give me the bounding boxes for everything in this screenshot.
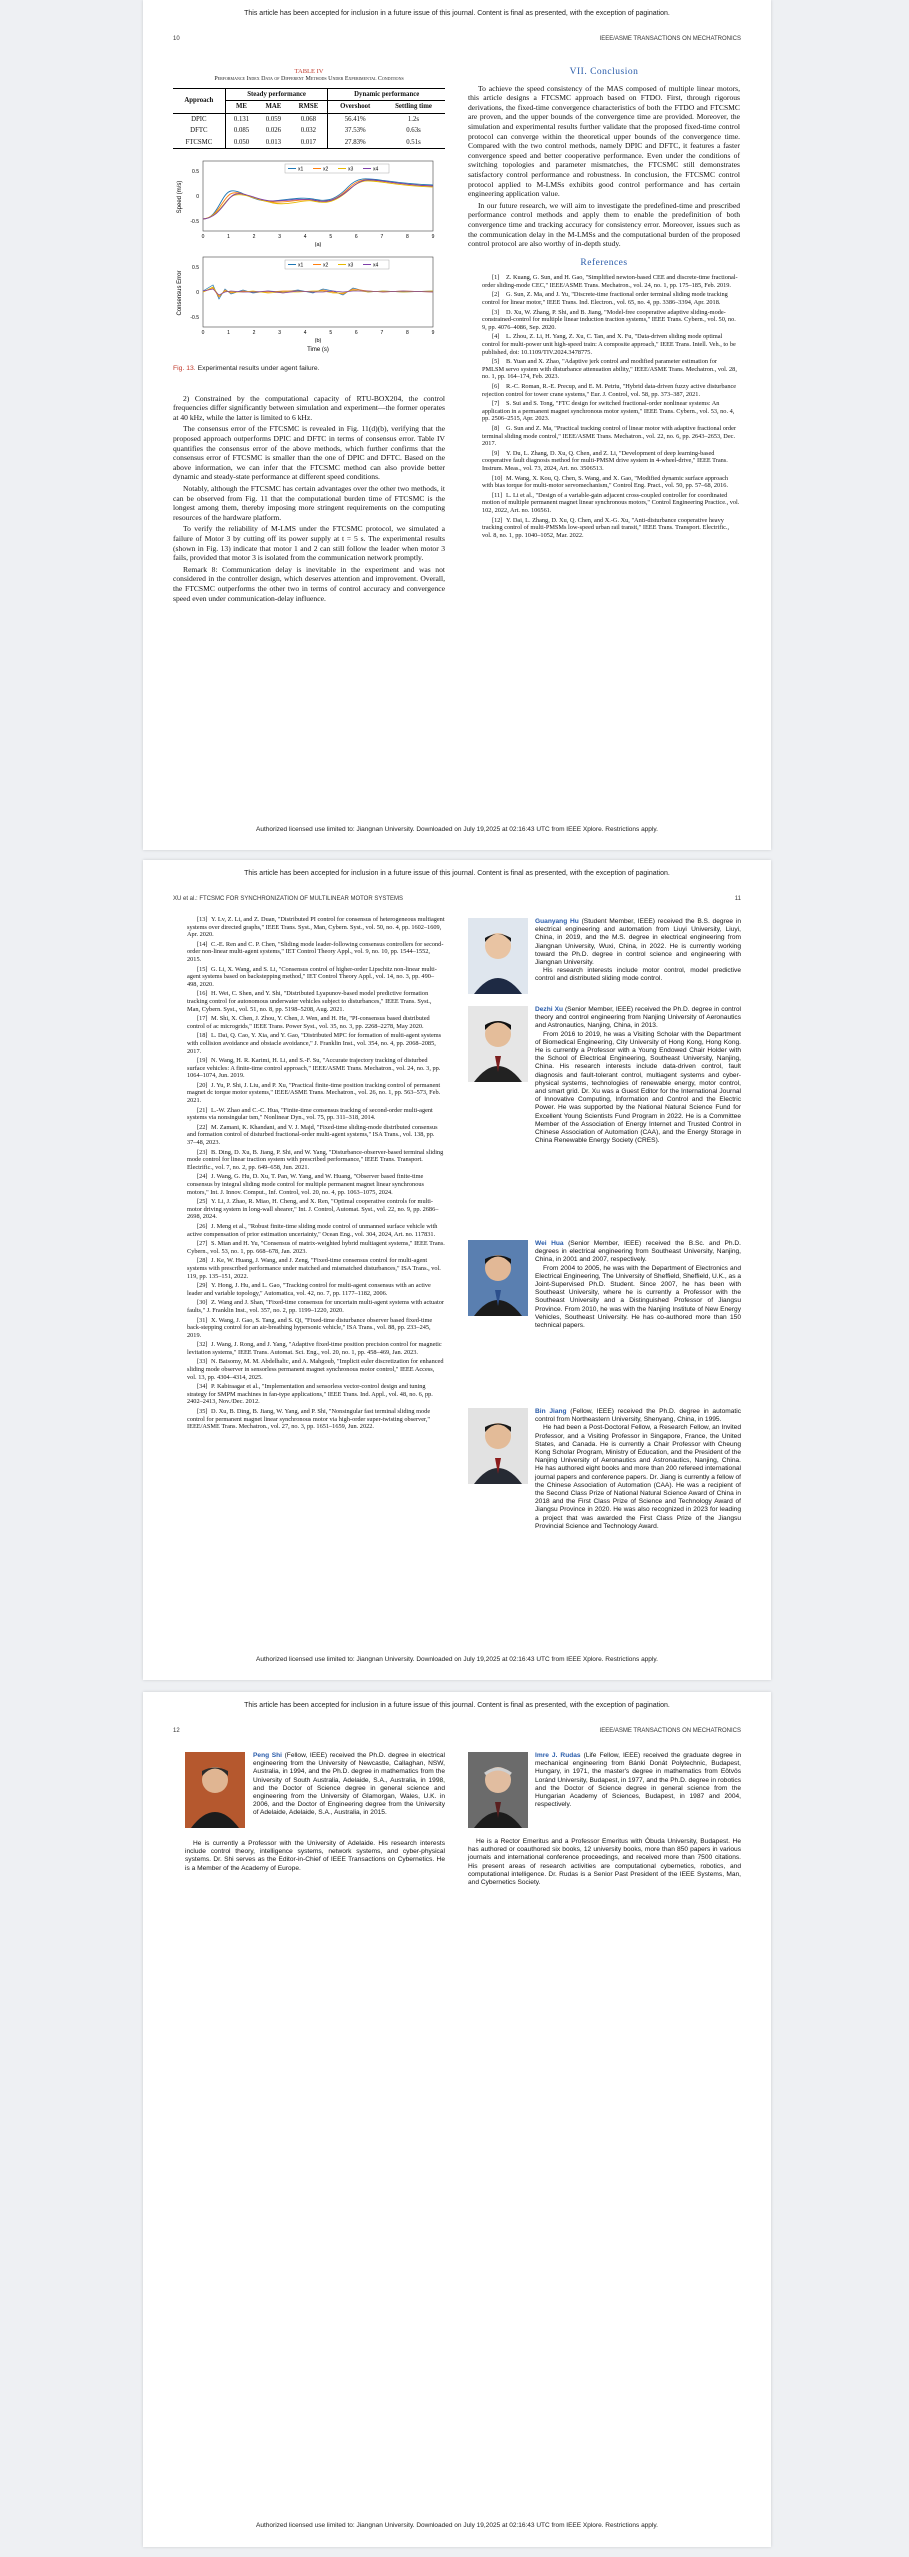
author-photo [468, 1408, 528, 1484]
bottom-sublabel: (b) [314, 338, 322, 345]
reference-entry [173, 1341, 445, 1356]
download-footer: Authorized licensed use limited to: Jiangnan University. Downloaded on July 19,2025 at 02:16:43 UTC from IEEE Xplore. Restrictions apply. [256, 826, 658, 833]
running-head [173, 896, 741, 902]
svg-text:6: 6 [354, 330, 358, 337]
reference-text: Y. Du, L. Zhang, D. Xu, Q. Chen, and Z. Li, "Development of deep learning-based cooperative fault diagnosis method for multi-PMSM drive system in 4-wheel-drive," IEEE Trans. Instrum. Meas., vol. 73, 2024, Art. no. 3506513. [482, 449, 728, 472]
reference-number: [23] [197, 1148, 208, 1156]
ytick: 0.5 [192, 169, 199, 176]
legend-entry: x3 [348, 166, 354, 173]
running-head [173, 36, 741, 42]
reference-entry [173, 1173, 445, 1196]
row-name: DFTC [173, 125, 225, 137]
reference-entry [173, 1257, 445, 1280]
reference-number: [8] [492, 424, 500, 432]
ytick: 0.5 [192, 265, 199, 272]
legend-entry: x2 [323, 262, 329, 269]
ytick: 0 [196, 290, 199, 297]
reference-column [173, 916, 445, 1433]
author-photo [468, 1752, 528, 1828]
legend-entry: x3 [348, 262, 354, 269]
series-x1-speed [203, 179, 433, 219]
running-head [173, 1728, 741, 1734]
header-dynamic: Dynamic performance [328, 88, 445, 101]
ytick: -0.5 [190, 315, 199, 322]
reference-number: [5] [492, 358, 500, 366]
reference-entry [173, 1057, 445, 1080]
reference-number: [29] [197, 1282, 208, 1290]
author-name: Dezhi Xu [535, 1006, 563, 1013]
header-steady: Steady performance [225, 88, 328, 101]
bio-text: (Student Member, IEEE) received the B.S. degree in electrical engineering and automation from Liuyi University, Liuyi, China, in 2019, and the M.S. degree in electrical engineering from Jiangnan University, Wuxi, China, in 2022. He is currently working toward the Ph.D. degree in control science and engineering with Jiangnan University. [535, 918, 741, 967]
reference-number: [28] [197, 1257, 208, 1265]
xlabel: Time (s) [307, 347, 329, 354]
reference-entry [173, 1358, 445, 1381]
reference-text: S. Mian and H. Yu, "Consensus of matrix-weighted hybrid multiagent systems," IEEE Trans. Cybern., vol. 53, no. 1, pp. 668–678, Jan. 2023. [187, 1240, 445, 1255]
page-number: 12 [173, 1728, 180, 1734]
paragraph: Remark 8: Communication delay is inevitable in the experiment and was not considered in the controller design, which deserves attention and improvement. Overall, the FTCSMC outperforms the other two in terms of control accuracy and convergence speed even under communication-delay influence. [173, 564, 445, 603]
reference-text: M. Zamani, K. Khandani, and V. J. Majd, "Fixed-time sliding-mode distributed consensus and formation control of disturbed fractional-order multi-agent systems," ISA Trans., vol. 138, pp. 37–48, 2023. [187, 1123, 438, 1147]
reference-text: M. Wang, X. Kou, Q. Chen, S. Wang, and X. Gao, "Modified dynamic surface approach with bias torque for multi-motor servomechanism," Control Eng. Pract., vol. 50, pp. 57–68, 2016. [482, 474, 729, 490]
reference-text: B. Ding, D. Xu, B. Jiang, P. Shi, and W. Yang, "Disturbance-observer-based terminal sliding mode control for linear traction system with prescribed performance," IEEE Trans. Transport. Electrific., vol. 7, no. 2, pp. 649–658, Jun. 2021. [187, 1148, 444, 1171]
reference-entry [173, 1015, 445, 1030]
reference-entry [173, 941, 445, 964]
bio-text: (Fellow, IEEE) received the Ph.D. degree in automatic control from Northeastern University, Shenyang, China, in 1995. [535, 1408, 741, 1424]
acceptance-banner: This article has been accepted for inclusion in a future issue of this journal. Content is final as presented, with the exception of pagination. [244, 1702, 670, 1709]
reference-number: [31] [197, 1316, 208, 1324]
reference-number: [14] [197, 940, 208, 948]
legend-entry: x1 [298, 262, 304, 269]
reference-text: L. Dai, Q. Cao, Y. Xia, and Y. Gao, "Distributed MPC for formation of multi-agent systems with collision avoidance and obstacle avoidance," J. Franklin Inst., vol. 354, no. 4, pp. 2068–2085, 2017. [187, 1032, 442, 1055]
cell: 0.013 [257, 137, 289, 149]
reference-number: [16] [197, 990, 208, 998]
reference-text: C.-E. Ren and C. P. Chen, "Sliding mode leader-following consensus controllers for second-order non-linear multi-agent systems," IET Control Theory Appl., vol. 9, no. 10, pp. 1544–1552, 2015. [187, 940, 444, 963]
reference-text: G. Sun, Z. Ma, and J. Yu, "Discrete-time fractional order terminal sliding mode tracking control for linear motor," IEEE Trans. Ind. Electron., vol. 65, no. 4, pp. 3386–3394, Apr. 2018. [482, 291, 728, 307]
paragraph: In our future research, we will aim to investigate the predefined-time and prescribed performance control methods and apply them to enable the predefinition of both convergence time and tracking accuracy for consistency error. Moreover, issues such as the communication delay in the M-LMSs and the computational burden of the proposed control protocol are also worthy of in-depth study. [468, 200, 740, 249]
svg-text:1: 1 [227, 234, 230, 241]
reference-entry [468, 333, 740, 356]
reference-text: D. Xu, W. Zhang, P. Shi, and B. Jiang, "Model-free cooperative adaptive sliding-mode-constrained-control for multiple linear induction traction systems," IEEE Trans. Cybern., vol. 50, no. 9, pp. 4076–4086, Sep. 2020. [482, 308, 736, 331]
reference-number: [13] [197, 916, 208, 923]
cell: 27.83% [328, 137, 382, 149]
reference-text: M. Shi, X. Chen, J. Zhou, Y. Chen, J. Wen, and H. He, "PI-consensus based distributed control of ac microgrids," IEEE Trans. Power Syst., vol. 35, no. 3, pp. 2268–2278, May 2020. [187, 1015, 430, 1030]
reference-number: [35] [197, 1408, 208, 1416]
reference-number: [22] [197, 1123, 208, 1131]
bio-text: From 2004 to 2005, he was with the Department of Electronics and Electrical Engineering, The University of Sheffield, Sheffield, U.K., as a Joint-Supervised Ph.D. Student. Since 2007, he has been with Southeast University, where he is currently a Professor with the Southeast University and a Distinguished Professor of Jiangsu Province. From 2010, he was with the Nanjing Institute of New Energy Vehicles, Southeast University. He has co-authored more than 150 technical papers. [535, 1264, 741, 1330]
reference-text: Y. Hong, J. Hu, and L. Gao, "Tracking control for multi-agent consensus with an active leader and variable topology," Automatica, vol. 42, no. 7, pp. 1177–1182, 2006. [187, 1282, 431, 1297]
legend-entry: x2 [323, 166, 329, 173]
svg-text:7: 7 [380, 234, 384, 241]
author-name: Guanyang Hu [535, 918, 579, 925]
reference-entry [173, 966, 445, 989]
reference-text: N. Wang, H. R. Karimi, H. Li, and S.-F. Su, "Accurate trajectory tracking of disturbed surface vehicles: A finite-time control approach," IEEE/ASME Trans. Mechatron., vol. 24, no. 3, pp. 1064–1074, Jun. 2019. [187, 1057, 441, 1080]
reference-number: [11] [492, 491, 503, 499]
reference-number: [2] [492, 291, 500, 299]
ytick: 0 [196, 194, 199, 201]
bio-text: (Senior Member, IEEE) received the B.Sc. and Ph.D. degrees in electrical engineering from Southeast University, Nanjing, China, in 2001 and 2007, respectively. [535, 1240, 741, 1264]
reference-entry [468, 400, 740, 423]
reference-text: Y. Lv, Z. Li, and Z. Duan, "Distributed PI control for consensus of heterogeneous multiagent systems over directed graphs," IEEE Trans. Syst., Man, Cybern. Syst., vol. 50, no. 4, pp. 1602–1609, Apr. 2020. [187, 916, 445, 939]
bio-text: He had been a Post-Doctoral Fellow, a Research Fellow, an Invited Professor, and a Visiting Professor in Singapore, France, the United States, and Canada. He is currently a Chair Professor with Cheung Kong Scholar Program, Ministry of Education, and the President of the Nanjing University of Aeronautics and Astronautics, Nanjing, China. He has authored eight books and more than 200 refereed international journal papers and conference papers. Dr. Jiang is currently a fellow of the Chinese Association of Automation (CAA). He was a recipient of the Second Class Prize of National Natural Science Award of China in 2018 and the First Class Prize of Science and Technology Award of Jiangsu Province in 2020. He was also recognized in 2023 for leading a project that was awarded the First Class Prize of the Jiangsu Provincial Science and Technology Award. [535, 1424, 741, 1530]
row-name: DPIC [173, 113, 225, 125]
cell: 37.53% [344, 127, 366, 135]
svg-text:2: 2 [252, 234, 256, 241]
author-photo [468, 918, 528, 994]
reference-text: B. Yuan and X. Zhao, "Adaptive jerk control and modified parameter estimation for PMLSM servo system with disturbance attenuation ability," IEEE/ASME Trans. Mechatron., vol. 28, no. 1, pp. 164–174, Feb. 2023. [482, 358, 737, 381]
download-footer: Authorized licensed use limited to: Jiangnan University. Downloaded on July 19,2025 at 02:16:43 UTC from IEEE Xplore. Restrictions apply. [256, 2522, 658, 2529]
reference-number: [1] [492, 274, 500, 282]
col-overshoot: Overshoot [340, 103, 371, 111]
reference-number: [10] [492, 474, 503, 482]
reference-entry [468, 274, 740, 289]
reference-entry [468, 475, 740, 490]
reference-text: Y. Dai, L. Zhang, D. Xu, Q. Chen, and X.-G. Xu, "Anti-disturbance cooperative heavy tracking control of multi-PMSMs low-speed urban rail transit," IEEE Trans. Transport. Electrific., vol. 8, no. 1, pp. 1040–1052, Mar. 2022. [482, 516, 730, 539]
journal-name: IEEE/ASME TRANSACTIONS ON MECHATRONICS [599, 1728, 741, 1734]
download-footer: Authorized licensed use limited to: Jiangnan University. Downloaded on July 19,2025 at 02:16:43 UTC from IEEE Xplore. Restrictions apply. [256, 1656, 658, 1663]
reference-entry [173, 990, 445, 1013]
figure-13-plot [173, 157, 445, 357]
reference-number: [18] [197, 1032, 208, 1040]
reference-entry [468, 492, 740, 515]
reference-entry [173, 1282, 445, 1297]
running-title: XU et al.: FTCSMC FOR SYNCHRONIZATION OF MULTILINEAR MOTOR SYSTEMS [173, 896, 404, 902]
paragraph: Notably, although the FTCSMC has certain advantages over the other two methods, it can be observed from Fig. 11 that the computational burden time of FTCSMC is the longest among them, thereby imposing more stringent requirements on the computing resources of the hardware platform. [173, 484, 445, 522]
reference-entry [173, 1124, 445, 1147]
reference-entry [173, 1240, 445, 1255]
bio-text: He is a Rector Emeritus and a Professor Emeritus with Óbuda University, Budapest. He has authored or coauthored six books, 12 university books, more than 850 papers in various journals and international conference proceedings, and received more than 7500 citations. His present areas of research activities are computational cybernetics, robotics, and computational intelligence. Dr. Rudas is a Senior Past President of the IEEE Systems, Man, and Cybernetics Society. [468, 1838, 741, 1887]
reference-text: J. Wang, G. Hu, D. Xu, T. Pan, W. Yang, and W. Huang, "Observer based finite-time consensus by integral sliding mode control for multiple permanent magnet linear synchronous motors," Int. J. Innov. Comput., Inf. Control, vol. 20, no. 4, pp. 1063–1075, 2024. [187, 1173, 424, 1196]
legend-entry: x1 [298, 166, 304, 173]
reference-entry [468, 291, 740, 306]
reference-entry [173, 1198, 445, 1221]
page-12 [143, 1692, 771, 2547]
reference-text: H. Wei, C. Shen, and Y. Shi, "Distributed Lyapunov-based model predictive formation tracking control for autonomous underwater vehicles subject to disturbances," IEEE Trans. Syst., Man, Cybern. Syst., vol. 51, no. 8, pp. 5198–5208, Aug. 2021. [187, 990, 432, 1013]
reference-entry [173, 1082, 445, 1105]
reference-number: [3] [492, 308, 500, 316]
reference-text: L.-W. Zhao and C.-C. Hua, "Finite-time consensus tracking of second-order multi-agent systems via nonsingular tsm," Nonlinear Dyn., vol. 75, pp. 311–318, 2014. [187, 1106, 433, 1122]
svg-text:3: 3 [278, 234, 282, 241]
table-caption: Performance Index Data of Different Methods Under Experimental Conditions [214, 76, 404, 82]
table-row [173, 137, 445, 149]
reference-text: L. Li et al., "Design of a variable-gain adjacent cross-coupled controller for coordinated motion of multiple permanent magnet linear synchronous motors," Control Engineering Practice., vol. 102, 2022, Art. no. 106561. [482, 491, 740, 514]
reference-text: G. Li, X. Wang, and S. Li, "Consensus control of higher-order Lipschitz non-linear multi-agent systems based on backstepping method," IET Control Theory Appl., vol. 14, no. 3, pp. 490–498, 2020. [187, 965, 437, 988]
author-name: Bin Jiang [535, 1408, 567, 1415]
legend-entry: x4 [373, 262, 379, 269]
reference-entry [173, 1299, 445, 1314]
reference-entry [173, 1107, 445, 1122]
author-photo [185, 1752, 245, 1828]
reference-list [173, 916, 445, 1431]
reference-text: Z. Kuang, G. Sun, and H. Gao, "Simplified newton-based CEE and discrete-time fractional-order sliding-mode CEC," IEEE/ASME Trans. Mechatron., vol. 24, no. 1, pp. 175–185, Feb. 2019. [482, 274, 738, 289]
bio-text: (Fellow, IEEE) received the Ph.D. degree in electrical engineering from the University of Newcastle, Callaghan, NSW, Australia, in 1994, and the Ph.D. degree in mathematics from the University of South Australia, Adelaide, S.A., Australia, in 1998, and the Doctor of Science degree in general science and engineering from the University of Glamorgan, Wales, U.K. in 2006, and the Doctor of Engineering degree from the University of Adelaide, Adelaide, S.A., Australia, in 2015. [253, 1752, 445, 1817]
header-approach: Approach [173, 88, 225, 113]
reference-number: [21] [197, 1106, 208, 1114]
reference-number: [27] [197, 1240, 208, 1248]
cell: 0.131 [233, 115, 250, 123]
col-rmse: RMSE [289, 101, 327, 114]
reference-number: [25] [197, 1198, 208, 1206]
reference-number: [34] [197, 1383, 208, 1391]
reference-entry [468, 309, 740, 332]
page-10 [143, 0, 771, 850]
bio-text: (Senior Member, IEEE) received the Ph.D. degree in control theory and control engineering from Nanjing University of Aeronautics and Astronautics, Nanjing, China, in 2013. [535, 1006, 741, 1030]
reference-text: J. Yu, P. Shi, J. Liu, and P. Xu, "Practical finite-time position tracking control of permanent magnet dc torque motor systems," IEEE/ASME Trans. Mechatron., vol. 26, no. 1, pp. 563–573, Feb. 2021. [187, 1081, 441, 1105]
row-name: FTCSMC [173, 137, 225, 149]
reference-number: [19] [197, 1057, 208, 1065]
reference-entry [468, 425, 740, 448]
reference-text: J. Ke, W. Huang, J. Wang, and J. Zeng, "Fixed-time consensus control for multi-agent systems with prescribed performance under matched and mismatched disturbances," ISA Trans., vol. 119, pp. 135–151, 2022. [187, 1257, 441, 1280]
bio-text: From 2016 to 2019, he was a Visiting Scholar with the Department of Biomedical Engineering, City University of Hong Kong, Hong Kong. He is currently a Professor with a Young Endowed Chair Holder with the School of Electrical Engineering, Southeast University, Nanjing, China. His research interests include data-driven control, fault diagnosis and fault-tolerant control, multiagent systems and cyber-physical systems, technologies of renewable energy, motor control, and smart grid. Dr. Xu was a Guest Editor for the International Journal of Innovative Computing, Information and Control and the Electric Power. He was supported by the National Natural Science Fund for Excellent Young Scientists Fund Program in 2022. He is a Committee Member of the Association of Energy Internet and Trusted Control in Chinese Association of Automation (CAA), and the Energy Storage in China Renewable Energy Society (CRES). [535, 1030, 741, 1145]
cell: 0.068 [289, 113, 327, 125]
bio-text: His research interests include motor control, model predictive control and distributed sliding mode control. [535, 967, 741, 983]
bio-text: (Life Fellow, IEEE) received the graduate degree in mechanical engineering from Bánki Donát Polytechnic, Budapest, Hungary, in 1971, the master's degree in mathematics from Eötvös Loránd University, Budapest, in 1977, and the Ph.D. degree in robotics and the Doctor of Science degree in general science from the Hungarian Academy of Sciences, Budapest, in 1987 and 2004, respectively. [535, 1752, 741, 1809]
cell: 0.085 [233, 127, 250, 135]
reference-text: Y. Li, J. Zhao, R. Miao, H. Cheng, and X. Ren, "Optimal cooperative controls for multi-motor driving system in long-wall shearer," Int. J. Control, Automat. Syst., vol. 22, no. 9, pp. 2686–2698, 2024. [187, 1198, 439, 1221]
reference-text: S. Sui and S. Tong, "FTC design for switched fractional-order nonlinear systems: An application in a permanent magnet synchronous motor system," IEEE Trans. Cybern., vol. 53, no. 4, pp. 2506–2515, Apr. 2023. [482, 400, 735, 423]
reference-text: R.-C. Roman, R.-E. Precup, and E. M. Petriu, "Hybrid data-driven fuzzy active disturbance rejection control for tower crane systems," Eur. J. Control, vol. 58, pp. 373–387, 2021. [482, 383, 737, 398]
cell: 0.050 [225, 137, 257, 149]
cell: 56.41% [344, 115, 366, 123]
cell: 0.059 [265, 115, 282, 123]
svg-text:4: 4 [303, 234, 307, 241]
reference-entry [173, 1149, 445, 1172]
reference-number: [15] [197, 965, 208, 973]
top-xticks [202, 234, 435, 240]
svg-text:9: 9 [431, 234, 435, 241]
reference-entry [468, 358, 740, 381]
svg-text:0: 0 [201, 234, 205, 241]
acceptance-banner: This article has been accepted for inclusion in a future issue of this journal. Content is final as presented, with the exception of pagination. [244, 870, 670, 877]
figure-caption-text: Experimental results under agent failure. [197, 365, 320, 373]
cell: 0.51s [382, 137, 445, 149]
reference-text: L. Zhou, Z. Li, H. Yang, Z. Xu, C. Tan, and X. Fu, "Data-driven sliding mode optimal control for multi-power unit high-speed train: A composite approach," IEEE Trans. Intell. Veh., to be published, doi: 10.1109/TIV.2024.3478775. [482, 333, 736, 356]
svg-text:8: 8 [406, 234, 409, 241]
reference-text: P. Kabiraagar et al., "Implementation and sensorless vector-control design and tuning strategy for SMPM machines in fan-type applications," IEEE Trans. Ind. Appl., vol. 48, no. 6, pp. 2402–2413, Nov./Dec. 2012. [187, 1383, 433, 1406]
bottom-xticks [202, 330, 435, 336]
author-name: Wei Hua [535, 1240, 564, 1247]
conclusion-heading: VII. Conclusion [569, 67, 639, 77]
svg-text:6: 6 [354, 234, 358, 241]
page-11 [143, 860, 771, 1680]
figure-caption [173, 364, 445, 374]
reference-number: [17] [197, 1015, 208, 1023]
paragraph: To verify the reliability of M-LMS under the FTCSMC protocol, we simulated a failure of Motor 3 by cutting off its power supply at t = 5 s. The experimental results (shown in Fig. 13) indicate that motor 1 and 2 can still follow the leader when motor 3 fails, provided that motor 3 is isolated from the communication network promptly. [173, 524, 445, 563]
reference-entry [173, 1408, 445, 1431]
svg-text:5: 5 [329, 234, 333, 241]
author-photo [468, 1006, 528, 1082]
reference-entry [173, 1383, 445, 1406]
reference-entry [468, 383, 740, 398]
reference-number: [6] [492, 383, 500, 390]
reference-number: [4] [492, 333, 500, 341]
author-name: Peng Shi [253, 1752, 282, 1759]
paragraph: 2) Constrained by the computational capacity of RTU-BOX204, the control frequencies differ significantly between simulation and experiment—the former operates at 40 kHz, while the latter is limited to 6 kHz. [173, 393, 445, 422]
left-column [173, 68, 445, 605]
cell: 0.032 [289, 125, 327, 137]
col-me: ME [236, 103, 247, 111]
table-row [173, 113, 445, 125]
acceptance-banner: This article has been accepted for inclusion in a future issue of this journal. Content is final as presented, with the exception of pagination. [244, 10, 670, 17]
svg-text:7: 7 [380, 330, 384, 337]
page-number: 10 [173, 36, 180, 42]
reference-entry [468, 517, 740, 540]
reference-entry [468, 450, 740, 473]
bottom-legend [285, 260, 389, 269]
svg-text:1: 1 [227, 330, 230, 337]
svg-text:0: 0 [201, 330, 205, 337]
svg-text:8: 8 [406, 330, 409, 337]
col-mae: MAE [265, 103, 282, 111]
col-settling: Settling time [395, 103, 432, 111]
svg-text:3: 3 [278, 330, 282, 337]
reference-entry [173, 916, 445, 939]
table-title: TABLE IV [294, 68, 324, 75]
svg-text:5: 5 [329, 330, 333, 337]
cell: 0.026 [265, 127, 282, 135]
performance-table [173, 88, 445, 150]
reference-number: [24] [197, 1173, 208, 1181]
reference-text: G. Sun and Z. Ma, "Practical tracking control of linear motor with adaptive fractional order terminal sliding mode control," IEEE/ASME Trans. Mechatron., vol. 22, no. 6, pp. 2643–2653, Dec. 2017. [482, 424, 737, 448]
cell: 0.017 [289, 137, 327, 149]
reference-number: [30] [197, 1299, 208, 1307]
svg-text:9: 9 [431, 330, 435, 337]
cell: 1.2s [407, 115, 420, 123]
right-column [468, 68, 740, 541]
reference-number: [9] [492, 449, 500, 457]
reference-text: N. Baisomy, M. M. Abdelhalic, and A. Mahgoub, "Implicit euler discretization for enhanced sliding mode observer in sensorless permanent magnet synchronous motor control," IEEE Access, vol. 13, pp. 4304–4314, 2025. [187, 1358, 444, 1381]
reference-number: [26] [197, 1222, 208, 1230]
series-x2-error [203, 288, 433, 297]
reference-text: D. Xu, B. Ding, B. Jiang, W. Yang, and P. Shi, "Nonsingular fast terminal sliding mode control for permanent magnet linear synchronous motor via high-order super-twisting observer," IEEE/ASME Trans. Mechatron., vol. 27, no. 3, pp. 1651–1659, Jun. 2022. [187, 1408, 431, 1431]
page-number: 11 [734, 896, 741, 902]
reference-number: [33] [197, 1358, 208, 1366]
svg-text:2: 2 [252, 330, 256, 337]
paragraph: To achieve the speed consistency of the MAS composed of multiple linear motors, this article designs a FTCSMC approach based on FTDO. First, through rigorous derivations, the fixed-time convergence characteristics of both the FTDO and FTCSMC are proven, and the upper bounds of the convergence time are provided. Moreover, the simulation and experimental results further validate that the proposed fixed-time control protocol can converge within the theoretical upper bounds of the convergence time. Compared with the two control methods, namely DPIC and DFTC, it features a faster convergence speed and better cooperative performance. Even under the conditions of switching topologies and parameter mismatches, the FTCSMC still demonstrates satisfactory control performance and robustness. In conclusion, the FTCSMC control protocol applied to M-LMSs exhibits good control performance and has certain engineering application value. [468, 83, 740, 199]
reference-number: [12] [492, 516, 503, 524]
author-name: Imre J. Rudas [535, 1752, 581, 1759]
top-sublabel: (a) [314, 242, 322, 249]
reference-entry [173, 1317, 445, 1340]
reference-entry [173, 1032, 445, 1055]
cell: 0.63s [406, 127, 421, 135]
reference-text: Z. Wang and J. Shan, "Fixed-time consensus for uncertain multi-agent systems with actuator faults," J. Franklin Inst., vol. 357, no. 2, pp. 1199–1220, 2020. [187, 1299, 444, 1314]
table-row [173, 125, 445, 137]
bio-text: He is currently a Professor with the University of Adelaide. His research interests include control theory, intelligence systems, network systems, and cyber-physical systems. Dr. Shi serves as the Editor-in-Chief of IEEE Transactions on Cybernetics. He is a Member of the Academy of Europe. [185, 1840, 445, 1872]
paragraph: The consensus error of the FTCSMC is revealed in Fig. 11(d)(b), verifying that the proposed approach outperforms DPIC and DFTC in terms of consensus error. Table IV quantifies the consensus error of the above methods, which further confirms that the consensus error of FTCSMC is smaller than the one of DPIC and DFTC. Based on the above information, we can infer that the FTCSMC method can also provide better dynamic and steady-state performance at different speed conditions. [173, 424, 445, 482]
reference-text: X. Wang, J. Gao, S. Tang, and S. Qi, "Fixed-time disturbance observer based fixed-time back-stepping control for an air-breathing hypersonic vehicle," ISA Trans., vol. 88, pp. 233–245, 2019. [187, 1316, 433, 1339]
reference-number: [20] [197, 1081, 208, 1089]
ytick: -0.5 [190, 219, 199, 226]
references-heading: References [580, 257, 628, 268]
left-body-text [173, 394, 445, 603]
svg-text:4: 4 [303, 330, 307, 337]
reference-text: J. Meng et al., "Robust finite-time sliding mode control of unmanned surface vehicle with active compensation of prior estimation uncertainty," Ocean Eng., vol. 304, 2024, Art. no. 117831. [187, 1222, 438, 1238]
top-legend [285, 164, 389, 173]
reference-number: [32] [197, 1341, 208, 1349]
reference-number: [7] [492, 400, 500, 408]
figure-13 [173, 157, 445, 373]
author-photo [468, 1240, 528, 1316]
reference-text: J. Wang, J. Rong, and J. Yang, "Adaptive fixed-time position precision control for magnetic levitation systems," IEEE Trans. Automat. Sci. Eng., vol. 20, no. 1, pp. 458–469, Jan. 2023. [187, 1341, 442, 1356]
top-ylabel: Speed (m/s) [177, 181, 183, 214]
legend-entry: x4 [373, 166, 379, 173]
journal-name: IEEE/ASME TRANSACTIONS ON MECHATRONICS [599, 36, 741, 42]
reference-list [468, 274, 740, 539]
figure-caption-label: Fig. 13. [173, 365, 196, 373]
bottom-ylabel: Consensus Error [177, 270, 183, 316]
reference-entry [173, 1223, 445, 1238]
